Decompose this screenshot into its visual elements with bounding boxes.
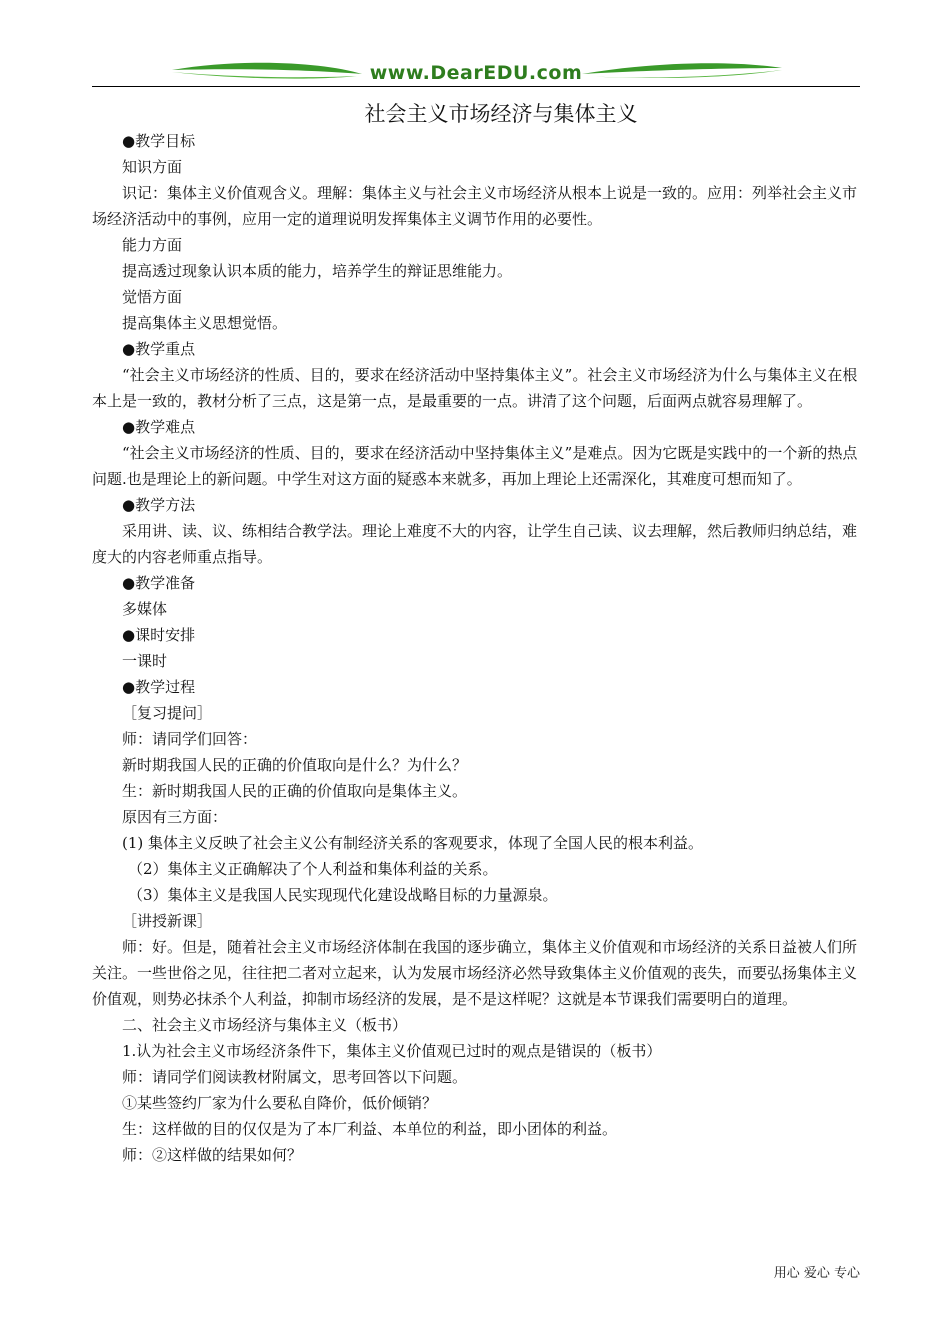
paragraph: ●教学难点 <box>122 418 196 436</box>
paragraph: ●教学重点 <box>122 340 196 358</box>
paragraph: 知识方面 <box>122 158 183 176</box>
paragraph: 二、社会主义市场经济与集体主义（板书） <box>122 1016 408 1034</box>
header-rule <box>92 86 860 87</box>
paragraph: “社会主义市场经济的性质、目的，要求在经济活动中坚持集体主义”。社会主义市场经济为什么与集体主义在根本上是一致的，教材分析了三点，这是第一点，是最重要的一点。讲清了这个问题，后面两点就容易理解了。 <box>92 366 858 410</box>
paragraph: 师：请同学们阅读教材附属文，思考回答以下问题。 <box>122 1068 468 1086</box>
paragraph: 师：②这样做的结果如何？ <box>122 1146 303 1164</box>
paragraph: 新时期我国人民的正确的价值取向是什么？为什么？ <box>122 756 468 774</box>
paragraph: ●课时安排 <box>122 626 196 644</box>
paragraph: ●教学准备 <box>122 574 196 592</box>
paragraph: 师：好。但是，随着社会主义市场经济体制在我国的逐步确立，集体主义价值观和市场经济的关系日益被人们所关注。一些世俗之见，往往把二者对立起来，认为发展市场经济必然导致集体主义价值观的丧失，而要弘扬集体主义价值观，则势必抹杀个人利益，抑制市场经济的发展，是不是这样呢？这就是本节课我们需要明白的道理。 <box>92 938 858 1008</box>
paragraph: 觉悟方面 <box>122 288 183 306</box>
paragraph: 一课时 <box>122 652 168 670</box>
paragraph: 生：新时期我国人民的正确的价值取向是集体主义。 <box>122 782 468 800</box>
page-footer: 用心 爱心 专心 <box>773 1266 860 1281</box>
paragraph: ［复习提问］ <box>122 704 213 722</box>
page-title: 社会主义市场经济与集体主义 <box>364 102 638 126</box>
paragraph: （2）集体主义正确解决了个人利益和集体利益的关系。 <box>128 860 498 878</box>
paragraph: ●教学目标 <box>122 132 196 150</box>
paragraph: 提高集体主义思想觉悟。 <box>122 314 288 332</box>
paragraph: （3）集体主义是我国人民实现现代化建设战略目标的力量源泉。 <box>128 886 558 904</box>
paragraph: 原因有三方面： <box>122 808 228 826</box>
paragraph: 1.认为社会主义市场经济条件下，集体主义价值观已过时的观点是错误的（板书） <box>122 1042 662 1060</box>
paragraph: 多媒体 <box>122 600 168 618</box>
paragraph: 提高透过现象认识本质的能力，培养学生的辩证思维能力。 <box>122 262 513 280</box>
paragraph: 识记：集体主义价值观含义。理解：集体主义与社会主义市场经济从根本上说是一致的。应用：列举社会主义市场经济活动中的事例，应用一定的道理说明发挥集体主义调节作用的必要性。 <box>92 184 858 228</box>
site-logo-text: www.DearEDU.com <box>369 62 583 84</box>
paragraph: ［讲授新课］ <box>122 912 213 930</box>
document-body <box>92 128 860 1168</box>
paragraph: 师：请同学们回答： <box>122 730 258 748</box>
paragraph: 采用讲、读、议、练相结合教学法。理论上难度不大的内容，让学生自己读、议去理解，然后教师归纳总结，难度大的内容老师重点指导。 <box>92 522 858 566</box>
paragraph: 能力方面 <box>122 236 183 254</box>
paragraph: (1) 集体主义反映了社会主义公有制经济关系的客观要求，体现了全国人民的根本利益。 <box>122 834 704 852</box>
paragraph: ●教学方法 <box>122 496 196 514</box>
paragraph: ●教学过程 <box>122 678 196 696</box>
paragraph: ①某些签约厂家为什么要私自降价，低价倾销？ <box>122 1094 438 1112</box>
paragraph: “社会主义市场经济的性质、目的，要求在经济活动中坚持集体主义”是难点。因为它既是实践中的一个新的热点问题.也是理论上的新问题。中学生对这方面的疑惑本来就多，再加上理论上还需深化，其难度可想而知了。 <box>92 444 858 488</box>
paragraph: 生：这样做的目的仅仅是为了本厂利益、本单位的利益，即小团体的利益。 <box>122 1120 618 1138</box>
